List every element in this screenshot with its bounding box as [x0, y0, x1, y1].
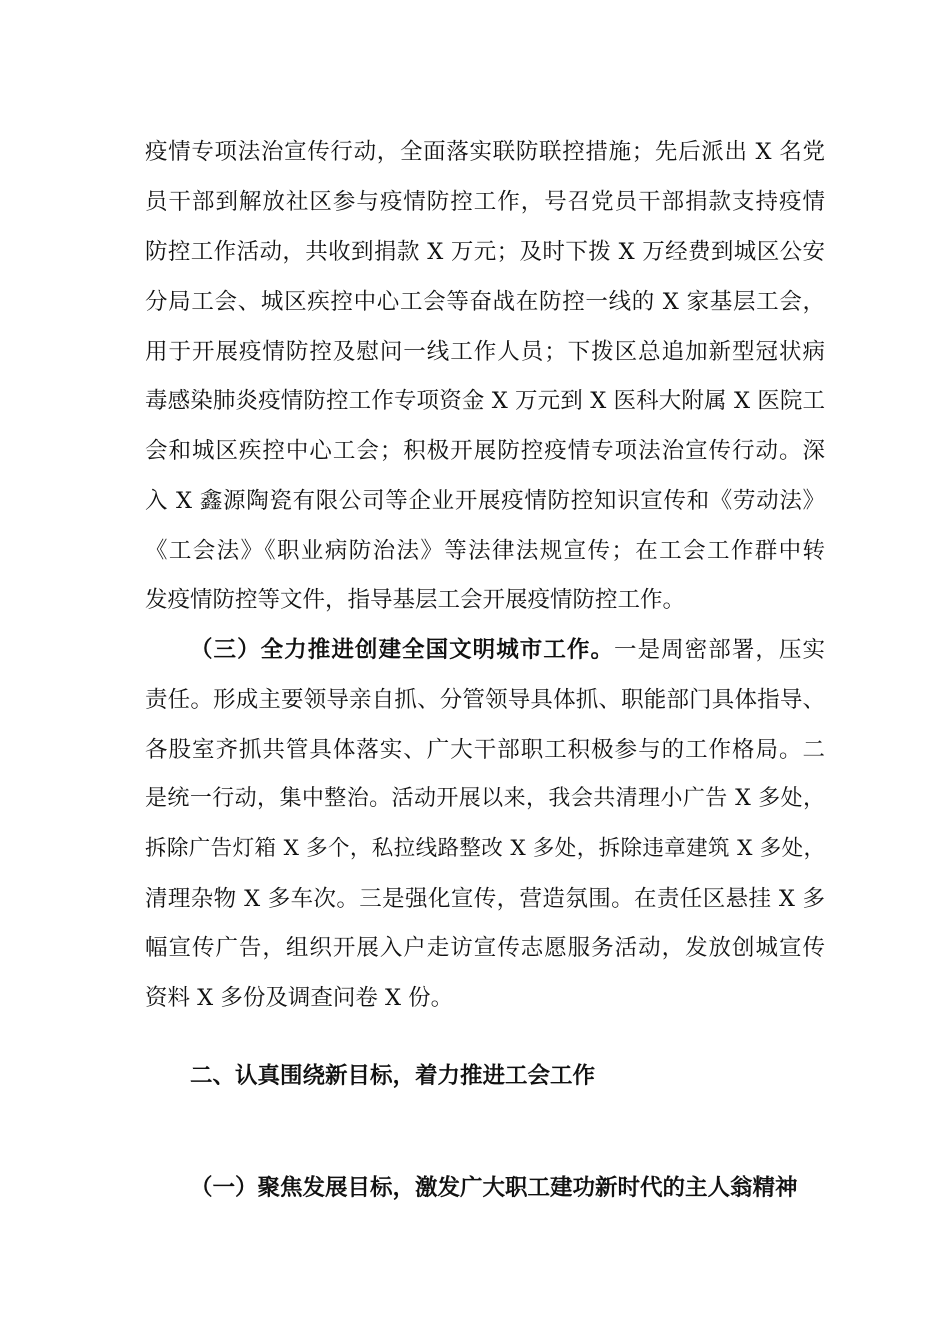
text-line: 入 X 鑫源陶瓷有限公司等企业开展疫情防控知识宣传和《劳动法》 [145, 488, 825, 514]
paragraph-lead-heading: （三）全力推进创建全国文明城市工作。 [190, 637, 615, 663]
section-heading: 二、认真围绕新目标，着力推进工会工作 [190, 1063, 596, 1089]
text-line: 拆除广告灯箱 X 多个，私拉线路整改 X 多处，拆除违章建筑 X 多处， [145, 836, 825, 861]
text-line: 疫情专项法治宣传行动，全面落实联防联控措施；先后派出 X 名党 [145, 139, 825, 165]
text-line: 幅宣传广告，组织开展入户走访宣传志愿服务活动，发放创城宣传 [145, 935, 825, 961]
paragraph-lead-text: 一是周密部署，压实 [614, 637, 825, 663]
text-line: 毒感染肺炎疫情防控工作专项资金 X 万元到 X 医科大附属 X 医院工 [145, 388, 825, 414]
text-line: 是统一行动，集中整治。活动开展以来，我会共清理小广告 X 多处， [145, 786, 825, 811]
text-line: 《工会法》《职业病防治法》等法律法规宣传；在工会工作群中转 [145, 538, 825, 564]
text-line: 员干部到解放社区参与疫情防控工作，号召党员干部捐款支持疫情 [145, 189, 825, 215]
paragraph-first-line [190, 635, 825, 665]
text-line: 发疫情防控等文件，指导基层工会开展疫情防控工作。 [145, 587, 686, 613]
text-line: 用于开展疫情防控及慰问一线工作人员；下拨区总追加新型冠状病 [145, 339, 825, 365]
text-line: 防控工作活动，共收到捐款 X 万元；及时下拨 X 万经费到城区公安 [145, 239, 825, 265]
text-line: 分局工会、城区疾控中心工会等奋战在防控一线的 X 家基层工会， [145, 289, 825, 315]
text-line: 资料 X 多份及调查问卷 X 份。 [145, 985, 454, 1011]
text-line: 会和城区疾控中心工会；积极开展防控疫情专项法治宣传行动。深 [145, 438, 825, 464]
text-line: 各股室齐抓共管具体落实、广大干部职工积极参与的工作格局。二 [145, 737, 825, 763]
text-line: 清理杂物 X 多车次。三是强化宣传，营造氛围。在责任区悬挂 X 多 [145, 886, 825, 912]
subsection-heading: （一）聚焦发展目标，激发广大职工建功新时代的主人翁精神 [190, 1175, 798, 1201]
text-line: 责任。形成主要领导亲自抓、分管领导具体抓、职能部门具体指导、 [145, 687, 825, 713]
